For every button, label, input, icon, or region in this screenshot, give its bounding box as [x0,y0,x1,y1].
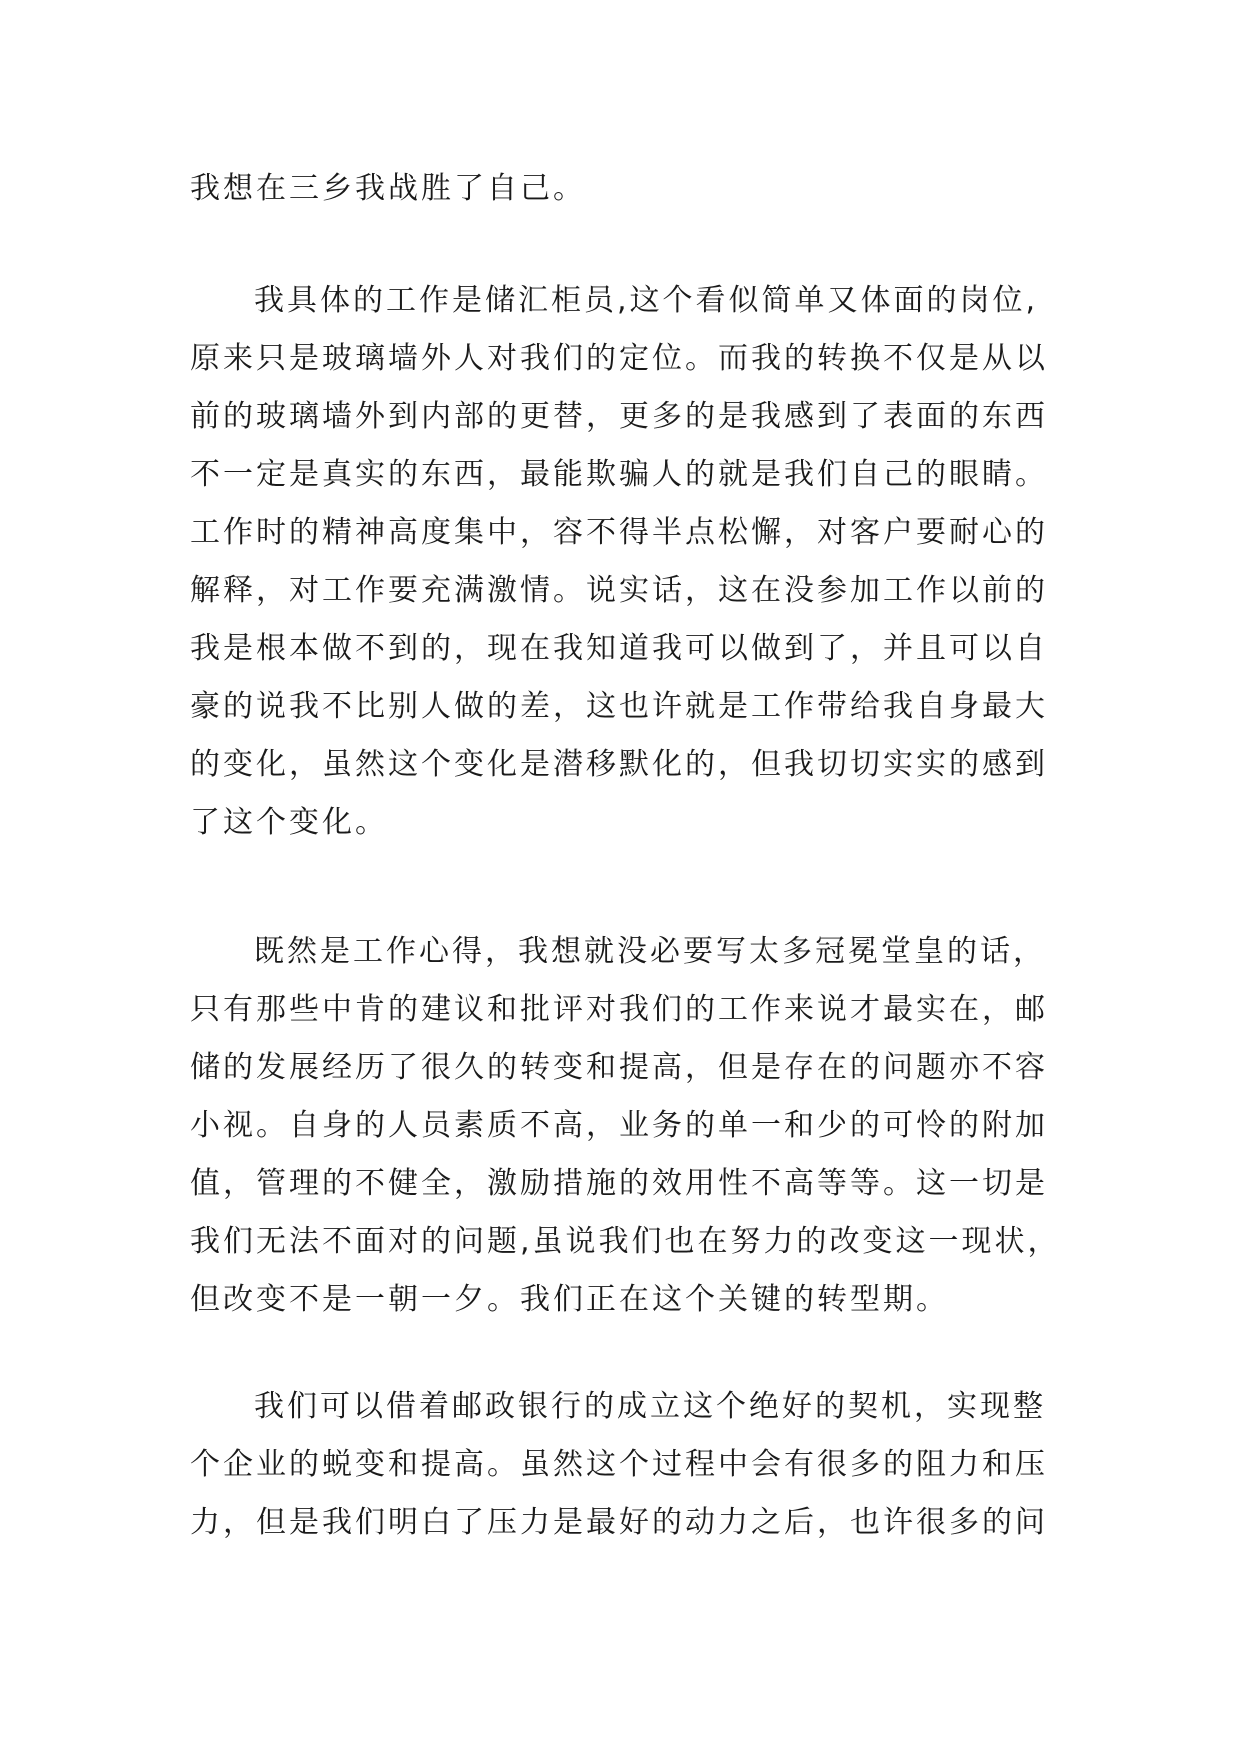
text-line: 个企业的蜕变和提高。虽然这个过程中会有很多的阻力和压 [190,1447,1048,1482]
text-line: 我们无法不面对的问题,虽说我们也在努力的改变这一现状， [190,1224,1061,1259]
paragraph [190,1378,1090,1552]
text-line: 只有那些中肯的建议和批评对我们的工作来说才最实在，邮 [190,992,1048,1027]
paragraph [190,160,1090,218]
text-line: 储的发展经历了很久的转变和提高，但是存在的问题亦不容 [190,1050,1048,1085]
text-line: 了这个变化。 [190,805,388,840]
text-line: 工作时的精神高度集中，容不得半点松懈，对客户要耐心的 [190,515,1048,550]
paragraph [190,272,1090,852]
text-line: 力，但是我们明白了压力是最好的动力之后，也许很多的问 [190,1505,1048,1540]
text-line: 不一定是真实的东西，最能欺骗人的就是我们自己的眼睛。 [190,457,1048,492]
paragraph [190,923,1090,1329]
text-line: 我具体的工作是储汇柜员,这个看似简单又体面的岗位, [254,283,1039,318]
text-line: 的变化，虽然这个变化是潜移默化的，但我切切实实的感到 [190,747,1048,782]
text-line: 前的玻璃墙外到内部的更替，更多的是我感到了表面的东西 [190,399,1048,434]
text-line: 值，管理的不健全，激励措施的效用性不高等等。这一切是 [190,1166,1048,1201]
text-line: 原来只是玻璃墙外人对我们的定位。而我的转换不仅是从以 [190,341,1048,376]
text-line: 我是根本做不到的，现在我知道我可以做到了，并且可以自 [190,631,1048,666]
text-line: 豪的说我不比别人做的差，这也许就是工作带给我自身最大 [190,689,1048,724]
text-line: 我们可以借着邮政银行的成立这个绝好的契机，实现整 [254,1389,1046,1424]
text-line: 既然是工作心得，我想就没必要写太多冠冕堂皇的话， [254,934,1046,969]
text-line: 小视。自身的人员素质不高，业务的单一和少的可怜的附加 [190,1108,1048,1143]
text-line: 解释，对工作要充满激情。说实话，这在没参加工作以前的 [190,573,1048,608]
text-line: 我想在三乡我战胜了自己。 [190,171,586,206]
text-line: 但改变不是一朝一夕。我们正在这个关键的转型期。 [190,1282,949,1317]
